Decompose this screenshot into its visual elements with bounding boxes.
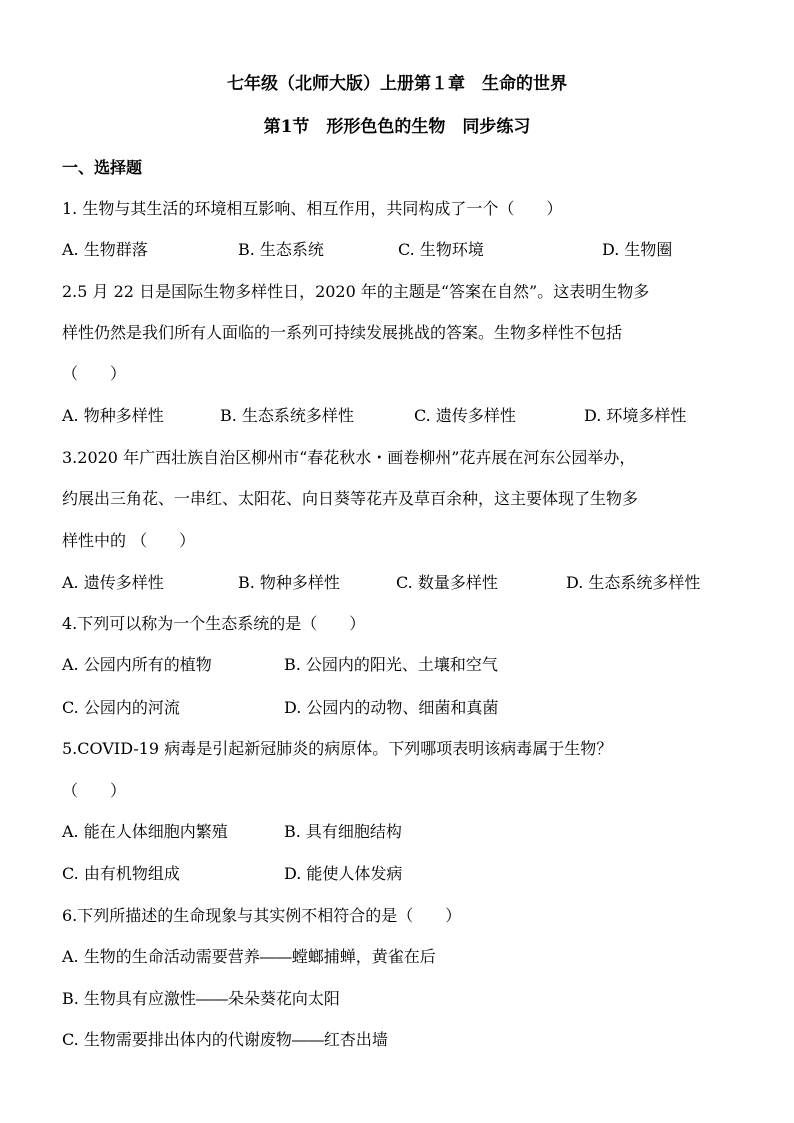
question-4-option-c: C. 公园内的河流 bbox=[62, 698, 180, 717]
question-2-option-a: A. 物种多样性 bbox=[62, 406, 164, 425]
question-1-option-d: D. 生物圈 bbox=[602, 240, 673, 259]
question-3-stem-line-3: 样性中的 （ ） bbox=[62, 531, 196, 550]
document-subtitle: 第1节 形形色色的生物 同步练习 bbox=[263, 117, 531, 137]
question-6-option-b: B. 生物具有应激性――朵朵葵花向太阳 bbox=[62, 989, 340, 1008]
question-3-stem-line-1: 3.2020 年广西壮族自治区柳州市“春花秋水・画卷柳州”花卉展在河东公园举办， bbox=[62, 448, 636, 467]
question-2-stem-line-3: （ ） bbox=[62, 364, 127, 383]
section-heading: 一、选择题 bbox=[62, 158, 143, 177]
question-2-option-b: B. 生态系统多样性 bbox=[220, 406, 354, 425]
question-3-stem-line-2: 约展出三角花、一串红、太阳花、向日葵等花卉及草百余种，这主要体现了生物多 bbox=[62, 489, 639, 508]
question-2-option-d: D. 环境多样性 bbox=[584, 406, 687, 425]
question-4-option-d: D. 公园内的动物、细菌和真菌 bbox=[284, 698, 499, 717]
question-5-option-c: C. 由有机物组成 bbox=[62, 864, 180, 883]
question-1-option-c: C. 生物环境 bbox=[398, 240, 484, 259]
question-6-stem: 6.下列所描述的生命现象与其实例不相符合的是（ ） bbox=[62, 906, 462, 925]
question-5-option-b: B. 具有细胞结构 bbox=[284, 822, 402, 841]
question-5-stem-line-2: （ ） bbox=[62, 781, 127, 800]
question-2-stem-line-1: 2.5 月 22 日是国际生物多样性日，2020 年的主题是“答案在自然”。这表明生物多 bbox=[62, 282, 650, 301]
question-3-option-a: A. 遗传多样性 bbox=[62, 573, 164, 592]
question-2-stem-line-2: 样性仍然是我们所有人面临的一系列可持续发展挑战的答案。生物多样性不包括 bbox=[62, 323, 623, 342]
question-4-stem: 4.下列可以称为一个生态系统的是（ ） bbox=[62, 614, 366, 633]
question-5-option-a: A. 能在人体细胞内繁殖 bbox=[62, 822, 228, 841]
question-1-stem: 1. 生物与其生活的环境相互影响、相互作用，共同构成了一个（ ） bbox=[62, 199, 563, 218]
question-6-option-a: A. 生物的生命活动需要营养――螳螂捕蝉，黄雀在后 bbox=[62, 947, 436, 966]
question-4-option-a: A. 公园内所有的植物 bbox=[62, 655, 212, 674]
document-title: 七年级（北师大版）上册第１章 生命的世界 bbox=[227, 74, 567, 94]
question-6-option-c: C. 生物需要排出体内的代谢废物――红杏出墙 bbox=[62, 1030, 388, 1049]
question-3-option-c: C. 数量多样性 bbox=[396, 573, 498, 592]
question-1-option-b: B. 生态系统 bbox=[238, 240, 324, 259]
question-2-option-c: C. 遗传多样性 bbox=[414, 406, 516, 425]
question-5-stem-line-1: 5.COVID-19 病毒是引起新冠肺炎的病原体。下列哪项表明该病毒属于生物？ bbox=[62, 739, 613, 758]
question-5-option-d: D. 能使人体发病 bbox=[284, 864, 403, 883]
question-1-option-a: A. 生物群落 bbox=[62, 240, 148, 259]
question-3-option-d: D. 生态系统多样性 bbox=[566, 573, 701, 592]
question-4-option-b: B. 公园内的阳光、土壤和空气 bbox=[284, 655, 498, 674]
question-3-option-b: B. 物种多样性 bbox=[238, 573, 340, 592]
